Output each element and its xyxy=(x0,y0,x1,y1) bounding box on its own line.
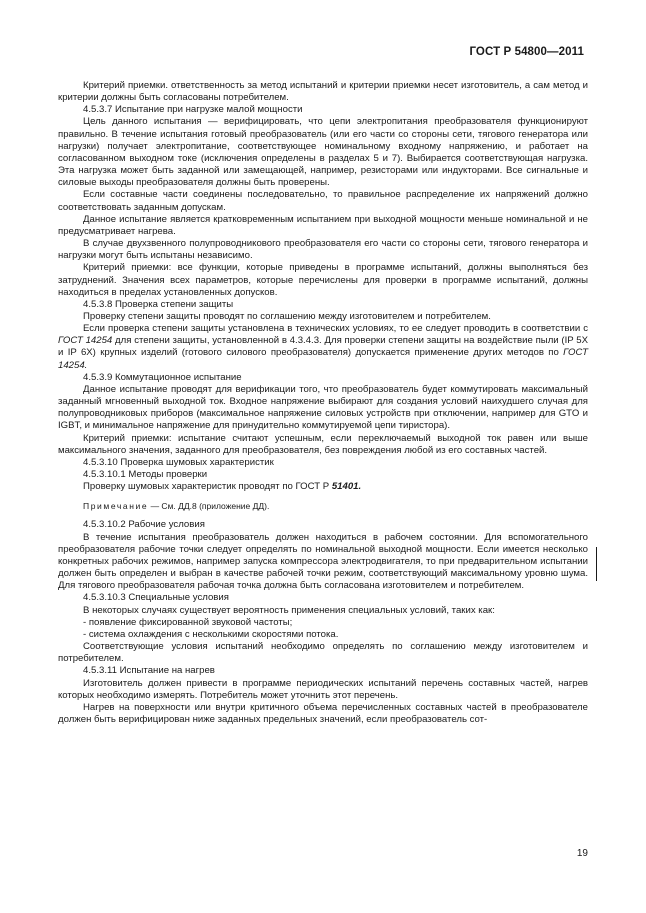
section-heading: 4.5.3.7 Испытание при нагрузке малой мощности xyxy=(83,104,303,116)
paragraph: В некоторых случаях существует вероятность применения специальных условий, таких как: xyxy=(83,604,495,616)
paragraph-text: Если проверка степени защиты установлена в технических условиях, то ее следует проводить в соответствии с xyxy=(83,323,588,335)
paragraph: Данное испытание проводят для верификации того, что преобразователь будет коммутировать максимальный заданный мгновенный выходной ток. Входное напряжение выбирают для создания условий наихудшего случая для полупроводниковых приборов (максимальное напряжение силовых устройств при отключении, например для GTO и IGBT, и минимальное напряжение для принудительно коммутируемой цепи тиристора). xyxy=(58,383,588,432)
revision-margin-bar xyxy=(596,547,597,581)
paragraph: Нагрев на поверхности или внутри критичного объема перечисленных составных частей в преобразователе должен быть верифицирован ниже заданных предельных значений, если преобразователь сот- xyxy=(58,701,588,725)
section-heading: 4.5.3.10.1 Методы проверки xyxy=(83,469,208,480)
paragraph: Критерий приемки: все функции, которые приведены в программе испытаний, должны выполняться без затруднений. Значения всех параметров, которые перечислены для проверки в программе испытаний, должны находиться в пределах установленных допусков. xyxy=(58,262,588,298)
paragraph: Цель данного испытания — верифицировать, что цепи электропитания преобразователя функционируют правильно. В течение испытания готовый преобразователь (или его части со стороны сети, тягового генератора или нагрузки) получает электропитание, соответствующее номинальному входному напряжению, и работает на согласованном выходном токе (исключения определены в разделах 5 и 7). Выбирается соответствующая нагрузка. Эта нагрузка может быть заданной или замещающей, например, резисторами или индукторами. Все сигнальные и силовые выходы преобразователя должны быть проверены. xyxy=(58,116,588,189)
section-heading: 4.5.3.10.3 Специальные условия xyxy=(83,592,229,604)
section-heading: 4.5.3.8 Проверка степени защиты xyxy=(83,298,234,310)
note-text: — См. ДД.8 (приложение ДД). xyxy=(148,501,270,512)
paragraph: Критерий приемки: испытание считают успешным, если переключаемый выходной ток равен или выше максимального значения, заданного для преобразователя, без повреждения любой из его составных частей. xyxy=(58,432,588,456)
page-body xyxy=(58,80,588,726)
paragraph: В случае двухзвенного полупроводникового преобразователя его части со стороны сети, тягового генератора и нагрузки могут быть испытаны независимо. xyxy=(58,238,588,262)
standard-header: ГОСТ Р 54800—2011 xyxy=(469,46,584,58)
section-heading: 4.5.3.11 Испытание на нагрев xyxy=(83,665,215,677)
standard-reference: ГОСТ 14254 xyxy=(58,335,113,347)
section-heading: 4.5.3.9 Коммутационное испытание xyxy=(83,371,242,383)
list-item: - появление фиксированной звуковой частоты; xyxy=(83,616,293,628)
standard-reference: ГОСТ 14254. xyxy=(58,347,588,371)
note xyxy=(58,500,588,512)
paragraph: Соответствующие условия испытаний необходимо определять по соглашению между изготовителем и потребителем. xyxy=(58,641,588,665)
paragraph: Проверку степени защиты проводят по соглашению между изготовителем и потребителем. xyxy=(83,310,491,322)
paragraph xyxy=(58,323,588,372)
page-number: 19 xyxy=(576,848,588,859)
paragraph: Если составные части соединены последовательно, то правильное распределение их напряжений должно соответствовать заданным допускам. xyxy=(58,189,588,213)
paragraph-text: Проверку шумовых характеристик проводят по ГОСТ Р xyxy=(83,481,332,493)
paragraph-text: для степени защиты, установленной в 4.3.4.3. Для проверки степени защиты на воздействие пыли (IP 5X и IP 6X) крупных изделий (готового силового преобразователя) допускается применение других методов по xyxy=(58,335,588,359)
paragraph: В течение испытания преобразователь должен находиться в рабочем состоянии. Для вспомогательного преобразователя рабочие точки следует определять по номинальной выходной мощности. Если имеется несколько конкретных рабочих режимов, например запуска компрессора электродвигателя, то при предварительном испытании должен быть определен и выбран в качестве рабочей точки режим, соответствующий максимальному уровню шума. Для тягового преобразователя рабочая точка должна быть согласована изготовителем и потребителем. xyxy=(58,531,588,592)
standard-reference: 51401. xyxy=(331,481,362,493)
section-heading: 4.5.3.10.2 Рабочие условия xyxy=(83,519,205,531)
paragraph: Изготовитель должен привести в программе периодических испытаний перечень составных частей, нагрев которых необходимо измерять. Потребитель может уточнить этот перечень. xyxy=(58,677,588,701)
paragraph xyxy=(58,481,588,493)
note-label: Примечание xyxy=(83,501,149,512)
section-heading: 4.5.3.10 Проверка шумовых характеристик xyxy=(83,456,274,468)
paragraph: Критерий приемки. ответственность за метод испытаний и критерии приемки несет изготовитель, а сам метод и критерии должны быть согласованы потребителем. xyxy=(58,80,588,104)
paragraph: Данное испытание является кратковременным испытанием при выходной мощности меньше номинальной и не предусматривает нагрева. xyxy=(58,213,588,237)
list-item: - система охлаждения с несколькими скоростями потока. xyxy=(83,628,339,640)
